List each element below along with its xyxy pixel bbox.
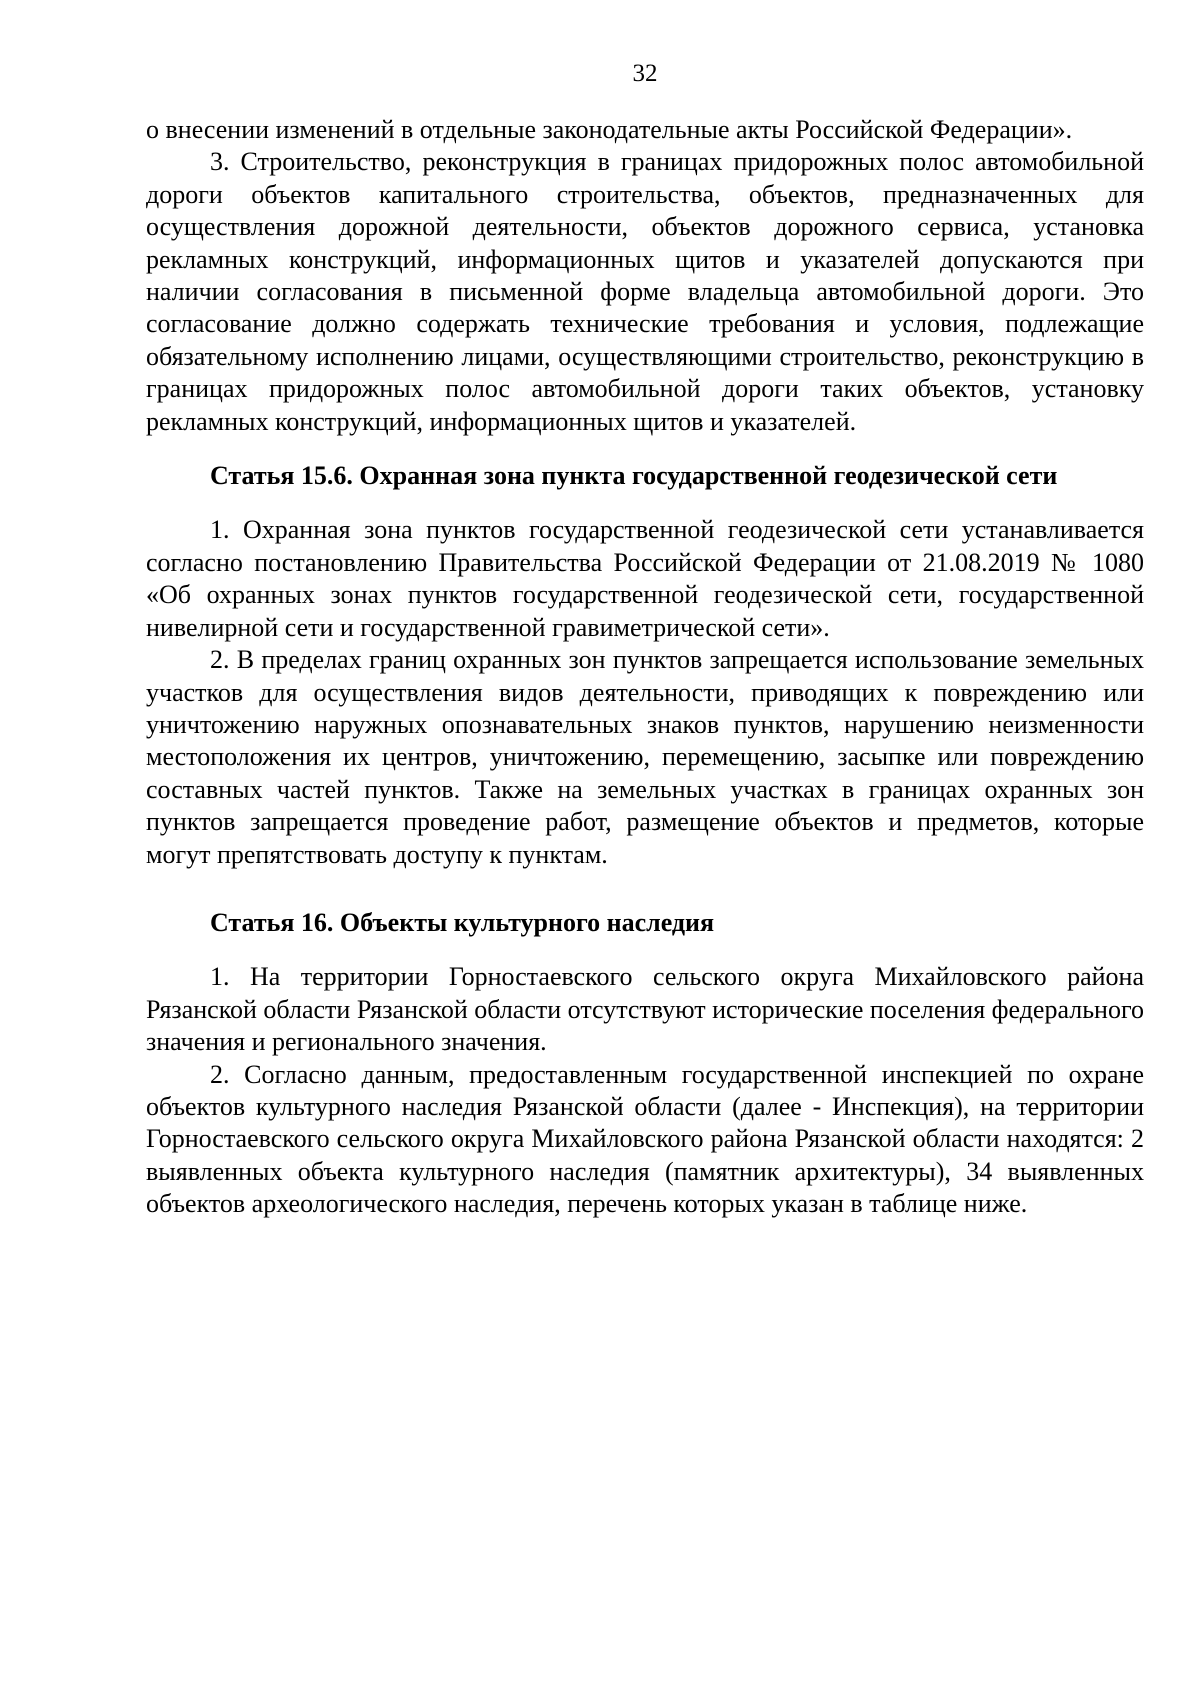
section-15-6-paragraph-2: 2. В пределах границ охранных зон пунктов запрещается использование земельных участков для осуществления видов деятельности, приводящих к повреждению или уничтожению наружных опознавательных знаков пунктов, нарушению неизменности местоположения их центров, уничтожению, перемещению, засыпке или повреждению составных частей пунктов. Также на земельных участках в границах охранных зон пунктов запрещается проведение работ, размещение объектов и предметов, которые могут препятствовать доступу к пунктам. <box>146 645 1144 869</box>
paragraph-roadside-construction: 3. Строительство, реконструкция в границах придорожных полос автомобильной дороги объектов капитального строительства, объектов, предназначенных для осуществления дорожной деятельности, объектов дорожного сервиса, установка рекламных конструкций, информационных щитов и указателей допускаются при наличии согласования в письменной форме владельца автомобильной дороги. Это согласование должно содержать технические требования и условия, подлежащие обязательному исполнению лицами, осуществляющими строительство, реконструкцию в границах придорожных полос автомобильной дороги таких объектов, установку рекламных конструкций, информационных щитов и указателей. <box>146 147 1144 436</box>
spacer <box>146 939 1144 961</box>
section-15-6-heading: Статья 15.6. Охранная зона пункта государственной геодезической сети <box>210 461 1058 491</box>
paragraph-continuation: о внесении изменений в отдельные законодательные акты Российской Федерации». <box>146 115 1073 144</box>
page-number: 32 <box>632 60 658 87</box>
section-16-paragraph-1: 1. На территории Горностаевского сельского округа Михайловского района Рязанской области Рязанской области отсутствуют исторические поселения федерального значения и регионального значения. <box>146 962 1144 1057</box>
spacer <box>146 871 1144 907</box>
section-15-6-paragraph-1: 1. Охранная зона пунктов государственной геодезической сети устанавливается согласно постановлению Правительства Российской Федерации от 21.08.2019 № 1080 «Об охранных зонах пунктов государственной геодезической сети, государственной нивелирной сети и государственной гравиметрической сети». <box>146 515 1144 642</box>
section-16-paragraph-2: 2. Согласно данным, предоставленным государственной инспекцией по охране объектов культурного наследия Рязанской области (далее - Инспекция), на территории Горностаевского сельского округа Михайловского района Рязанской области находятся: 2 выявленных объекта культурного наследия (памятник архитектуры), 34 выявленных объектов археологического наследия, перечень которых указан в таблице ниже. <box>146 1059 1144 1219</box>
spacer <box>146 492 1144 514</box>
spacer <box>146 438 1144 460</box>
document-body <box>146 114 1144 1221</box>
section-16-heading: Статья 16. Объекты культурного наследия <box>210 907 715 937</box>
